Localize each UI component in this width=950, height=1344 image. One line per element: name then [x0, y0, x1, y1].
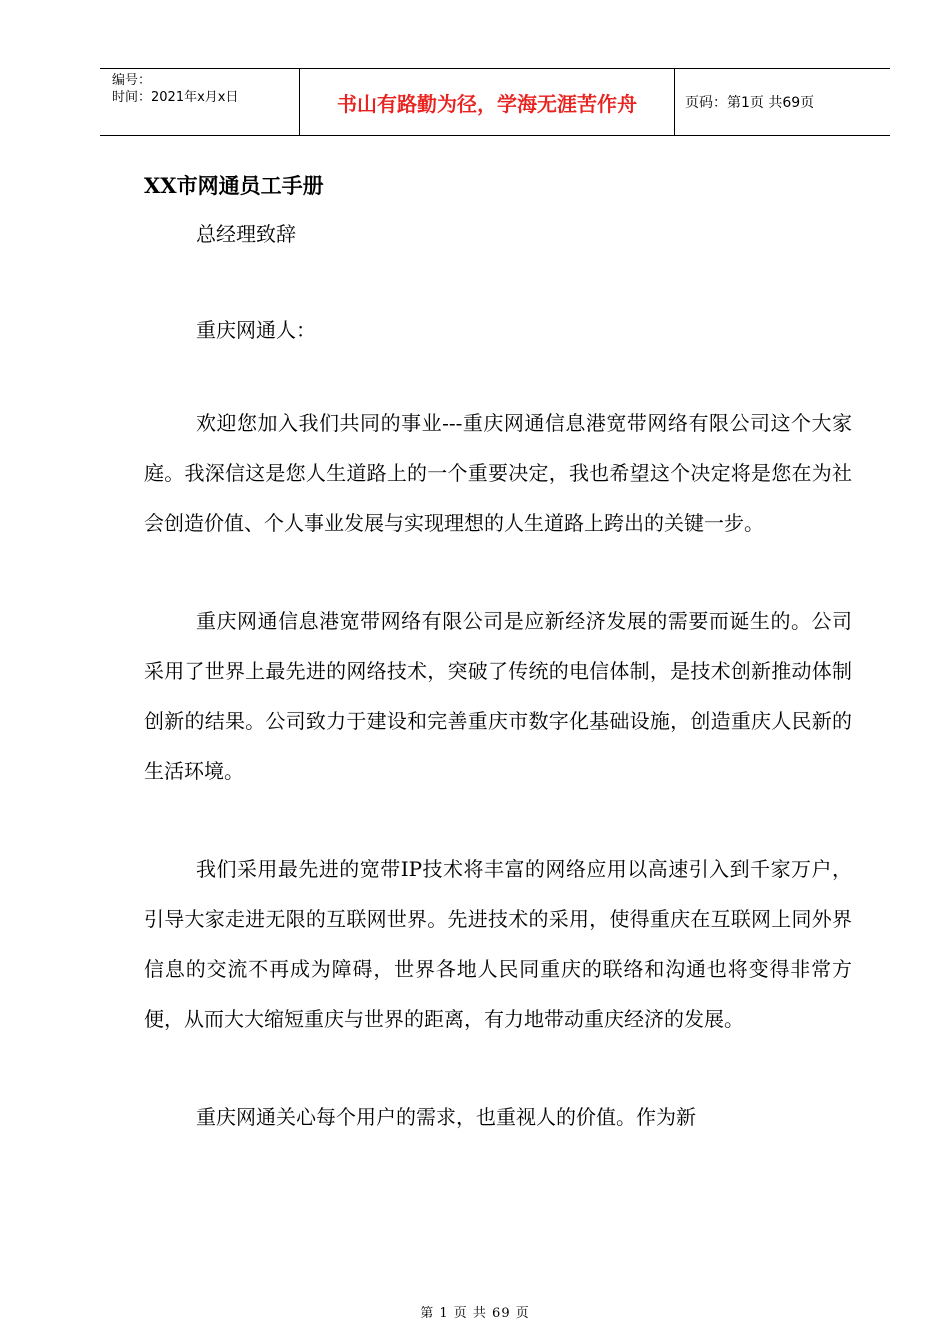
- paragraph: 欢迎您加入我们共同的事业---重庆网通信息港宽带网络有限公司这个大家庭。我深信这是您人生道路上的一个重要决定，我也希望这个决定将是您在为社会创造价值、个人事业发展与实现理想的人生道路上跨出的关键一步。: [144, 411, 852, 535]
- serial-label: 编号：: [112, 73, 152, 88]
- document-body: [144, 166, 852, 1142]
- header-page-info: 页码：第1页 共69页: [685, 95, 815, 111]
- document-title: XX市网通员工手册: [144, 173, 324, 198]
- header-meta: [100, 69, 300, 135]
- page-footer: 第 1 页 共 69 页: [420, 1306, 530, 1321]
- header-motto: 书山有路勤为径，学海无涯苦作舟: [300, 69, 675, 135]
- document-subtitle: 总经理致辞: [196, 222, 296, 246]
- paragraph: 重庆网通信息港宽带网络有限公司是应新经济发展的需要而诞生的。公司采用了世界上最先进的网络技术，突破了传统的电信体制，是技术创新推动体制创新的结果。公司致力于建设和完善重庆市数字化基础设施，创造重庆人民新的生活环境。: [144, 609, 852, 783]
- date-line: 时间：2021年x月x日: [112, 90, 239, 105]
- page-header: [100, 68, 890, 136]
- greeting: 重庆网通人：: [196, 318, 316, 342]
- paragraph: 重庆网通关心每个用户的需求，也重视人的价值。作为新: [196, 1105, 696, 1129]
- paragraph: 我们采用最先进的宽带IP技术将丰富的网络应用以高速引入到千家万户，引导大家走进无限的互联网世界。先进技术的采用，使得重庆在互联网上同外界信息的交流不再成为障碍，世界各地人民同重庆的联络和沟通也将变得非常方便，从而大大缩短重庆与世界的距离，有力地带动重庆经济的发展。: [144, 857, 852, 1031]
